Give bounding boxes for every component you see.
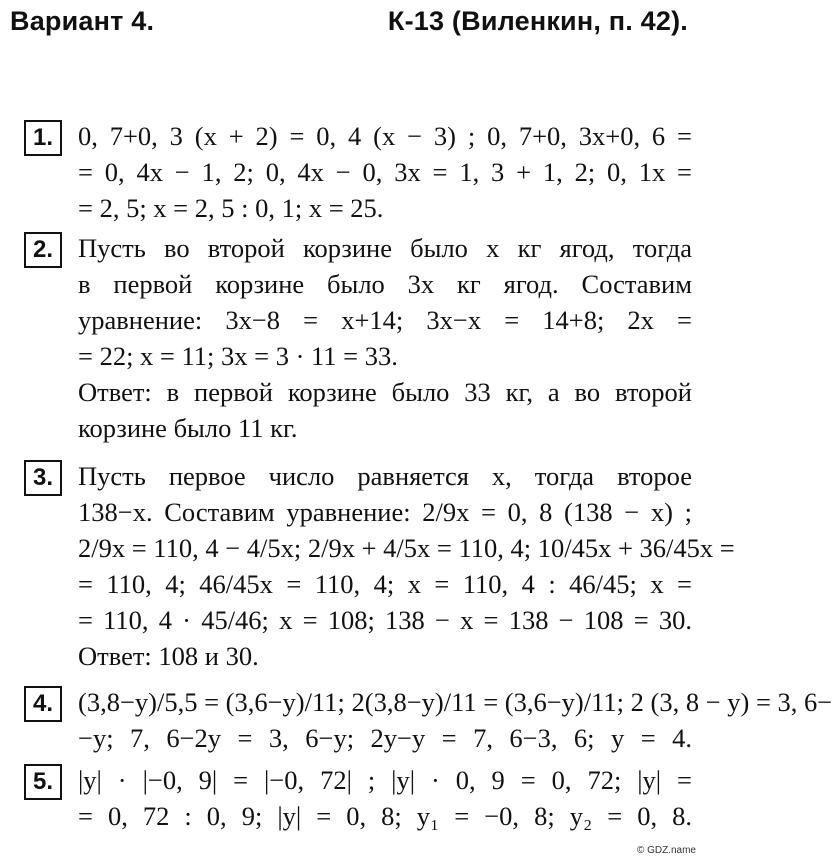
answer-line: корзине было 11 кг. xyxy=(78,413,298,443)
problem-number: 3. xyxy=(24,460,62,496)
variant-title: Вариант 4. xyxy=(10,6,155,36)
watermark: © GDZ.name xyxy=(636,845,696,856)
problem-number: 5. xyxy=(24,764,62,800)
problem-number: 4. xyxy=(24,686,62,722)
problem-line: = 2, 5; x = 2, 5 : 0, 1; x = 25. xyxy=(78,193,384,223)
problem-number: 2. xyxy=(24,232,62,268)
problem-5 xyxy=(24,762,692,834)
problem-2 xyxy=(24,230,692,446)
answer-line: Ответ: 108 и 30. xyxy=(78,641,259,671)
answer-line: Ответ: в первой корзине было 33 кг, а во второй xyxy=(78,377,692,407)
problem-line: = 110, 4 · 45/46; x = 108; 138 − x = 138 − 108 = 30. xyxy=(78,605,692,635)
problem-line: (3,8−y)/5,5 = (3,6−y)/11; 2(3,8−y)/11 = (3,6−y)/11; 2 (3, 8 − y) = 3, 6− xyxy=(78,687,832,717)
problem-3 xyxy=(24,458,735,674)
problem-line: = 110, 4; 46/45x = 110, 4; x = 110, 4 : 46/45; x = xyxy=(78,569,692,599)
problem-line: |y| · |−0, 9| = |−0, 72| ; |y| · 0, 9 = 0, 72; |y| = xyxy=(78,765,692,795)
problem-line: 2/9x = 110, 4 − 4/5x; 2/9x + 4/5x = 110, 4; 10/45x + 36/45x = xyxy=(78,533,735,563)
problem-line: = 0, 4x − 1, 2; 0, 4x − 0, 3x = 1, 3 + 1, 2; 0, 1x = xyxy=(78,157,692,187)
problem-1 xyxy=(24,118,692,226)
problem-line: = 22; x = 11; 3x = 3 · 11 = 33. xyxy=(78,341,398,371)
problem-line: Пусть во второй корзине было x кг ягод, тогда xyxy=(78,233,692,263)
problem-line: = 0, 72 : 0, 9; |y| = 0, 8; y₁ = −0, 8; y₂ = 0, 8. xyxy=(78,801,692,831)
problem-line: −y; 7, 6−2y = 3, 6−y; 2y−y = 7, 6−3, 6; y = 4. xyxy=(78,723,692,753)
problem-line: в первой корзине было 3x кг ягод. Составим xyxy=(78,269,692,299)
problem-number: 1. xyxy=(24,120,62,156)
problem-line: уравнение: 3x−8 = x+14; 3x−x = 14+8; 2x = xyxy=(78,305,692,335)
problem-line: 138−x. Составим уравнение: 2/9x = 0, 8 (138 − x) ; xyxy=(78,497,692,527)
test-reference: К-13 (Виленкин, п. 42). xyxy=(387,6,688,36)
problem-4 xyxy=(24,684,832,756)
problem-line: 0, 7+0, 3 (x + 2) = 0, 4 (x − 3) ; 0, 7+0, 3x+0, 6 = xyxy=(78,121,692,151)
problem-line: Пусть первое число равняется x, тогда второе xyxy=(78,461,692,491)
